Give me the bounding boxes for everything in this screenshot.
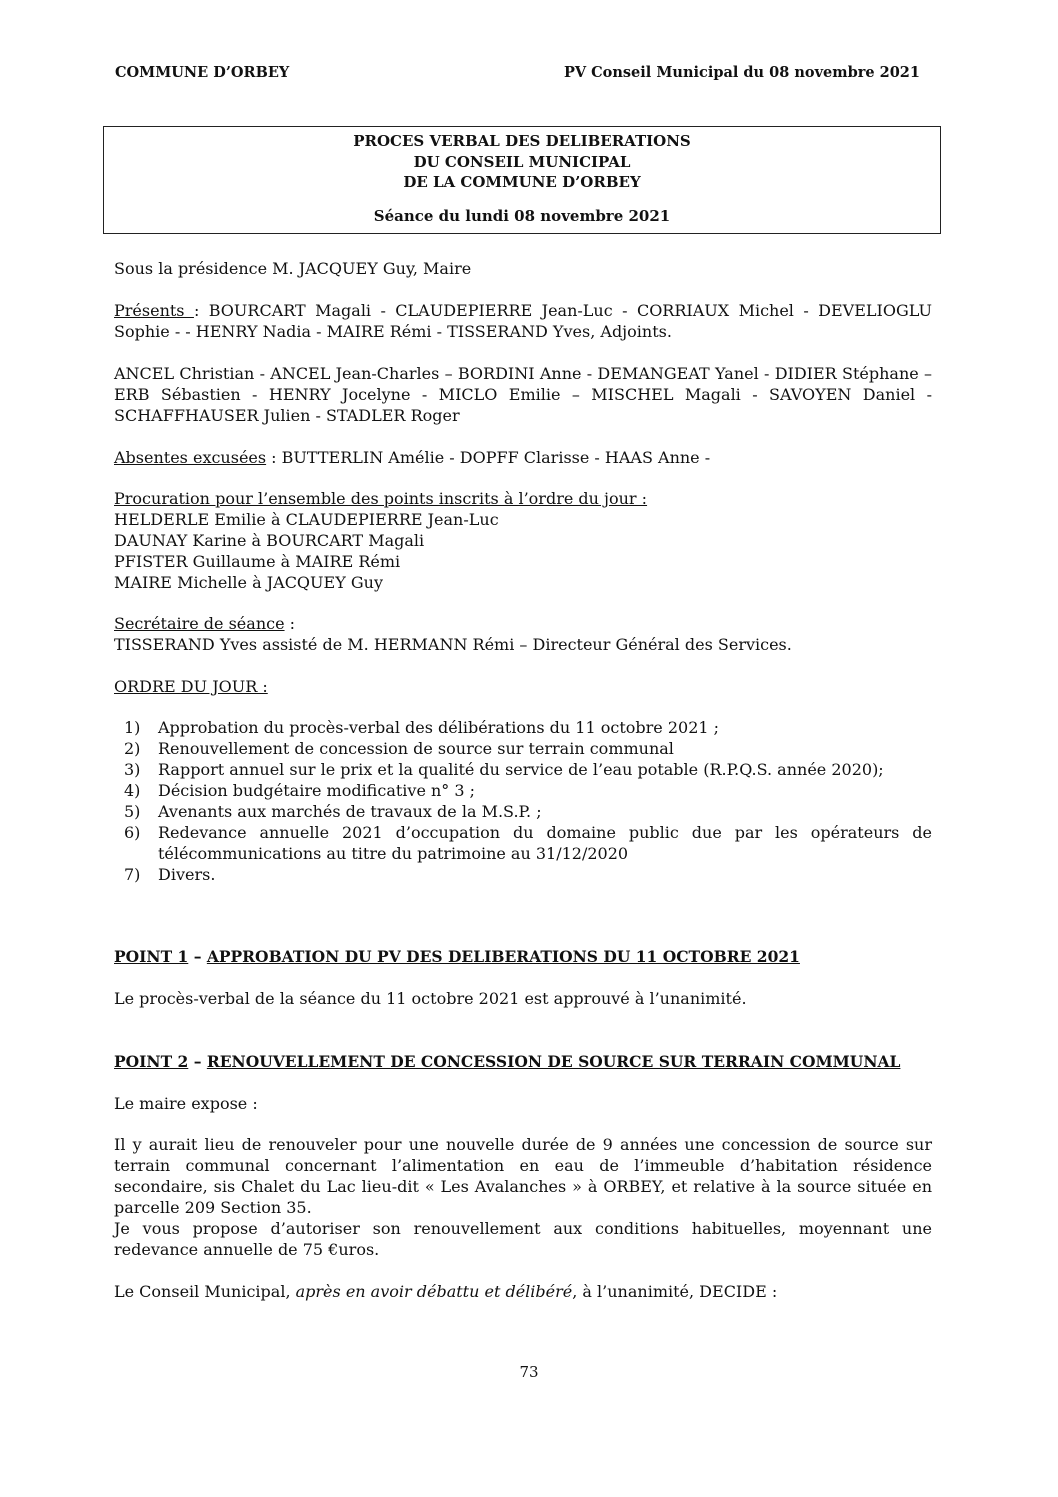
seance-date: Séance du lundi 08 novembre 2021 — [373, 206, 671, 225]
agenda-item-number: 5) — [124, 802, 141, 821]
ordre-du-jour-heading: ORDRE DU JOUR : — [114, 677, 268, 696]
secretaire-colon: : — [284, 614, 296, 633]
agenda-item — [114, 801, 932, 822]
agenda-item-number: 4) — [124, 781, 141, 800]
absentes-text: : BUTTERLIN Amélie - DOPFF Clarisse - HAAS Anne - — [266, 448, 711, 467]
header-commune: COMMUNE D’ORBEY — [115, 64, 290, 81]
agenda-item-text: Rapport annuel sur le prix et la qualité du service de l’eau potable (R.P.Q.S. année 2020); — [158, 760, 884, 779]
point1-heading — [114, 946, 932, 967]
agenda-item-number: 6) — [124, 823, 141, 842]
agenda-item-text: Renouvellement de concession de source sur terrain communal — [158, 739, 674, 758]
absentes-paragraph — [114, 447, 932, 468]
members-paragraph: ANCEL Christian - ANCEL Jean-Charles – BORDINI Anne - DEMANGEAT Yanel - DIDIER Stéphane – ERB Sébastien - HENRY Jocelyne - MICLO Emilie – MISCHEL Magali - SAVOYEN Daniel - SCHAFFHAUSER Julien - STADLER Roger — [114, 364, 932, 425]
page-number: 73 — [519, 1363, 539, 1381]
absentes-label: Absentes excusées — [114, 448, 267, 467]
header-pv-title: PV Conseil Municipal du 08 novembre 2021 — [563, 64, 920, 81]
decide-part-3: , à l’unanimité, DECIDE : — [572, 1282, 778, 1301]
presents-label: Présents — [114, 301, 194, 320]
presents-text: : BOURCART Magali - CLAUDEPIERRE Jean-Luc - CORRIAUX Michel - DEVELIOGLU Sophie - - HENRY Nadia - MAIRE Rémi - TISSERAND Yves, Adjoints. — [114, 301, 932, 341]
agenda-item — [114, 759, 932, 780]
agenda-item-text: Avenants aux marchés de travaux de la M.S.P. ; — [158, 802, 542, 821]
secretaire-label: Secrétaire de séance — [114, 614, 285, 633]
point2-paragraph-1: Il y aurait lieu de renouveler pour une nouvelle durée de 9 années une concession de source sur terrain communal concernant l’alimentation en eau de l’immeuble d’habitation résidence secondaire, sis Chalet du Lac lieu-dit « Les Avalanches » à ORBEY, et relative à la source située en parcelle 209 Section 35. — [114, 1135, 932, 1217]
agenda-item — [114, 780, 932, 801]
title-box — [103, 126, 941, 234]
agenda-item — [114, 864, 932, 885]
procuration-line: DAUNAY Karine à BOURCART Magali — [114, 531, 425, 550]
agenda-item — [114, 822, 932, 864]
agenda-item-text: Décision budgétaire modificative n° 3 ; — [158, 781, 476, 800]
procuration-label: Procuration pour l’ensemble des points inscrits à l’ordre du jour : — [114, 489, 648, 508]
agenda-item-number: 7) — [124, 865, 141, 884]
agenda-item-number: 2) — [124, 739, 141, 758]
presents-paragraph — [114, 300, 932, 342]
point1-title: APPROBATION DU PV DES DELIBERATIONS DU 11 OCTOBRE 2021 — [206, 947, 800, 966]
procuration-line: HELDERLE Emilie à CLAUDEPIERRE Jean-Luc — [114, 510, 499, 529]
point2-dash: – — [188, 1052, 207, 1071]
agenda-item — [114, 717, 932, 738]
point2-heading — [114, 1051, 932, 1072]
decide-part-2: après en avoir débattu et délibéré — [295, 1282, 573, 1301]
point1-dash: – — [188, 947, 207, 966]
point2-number: POINT 2 — [114, 1052, 189, 1071]
title-line-1: PROCES VERBAL DES DELIBERATIONS — [353, 132, 691, 150]
agenda-list — [114, 717, 932, 885]
secretaire-text: TISSERAND Yves assisté de M. HERMANN Rémi – Directeur Général des Services. — [114, 635, 792, 654]
point2-decide — [114, 1281, 932, 1302]
procuration-line: MAIRE Michelle à JACQUEY Guy — [114, 573, 383, 592]
decide-part-1: Le Conseil Municipal, — [114, 1282, 296, 1301]
point2-paragraph-2: Je vous propose d’autoriser son renouvellement aux conditions habituelles, moyennant une redevance annuelle de 75 €uros. — [114, 1219, 932, 1259]
point2-expose: Le maire expose : — [114, 1094, 258, 1113]
secretaire-section — [114, 613, 932, 655]
procuration-section — [114, 488, 932, 593]
title-line-2: DU CONSEIL MUNICIPAL — [413, 152, 631, 171]
agenda-item — [114, 738, 932, 759]
agenda-item-number: 3) — [124, 760, 141, 779]
ordre-label — [114, 676, 932, 697]
presidence: Sous la présidence M. JACQUEY Guy, Maire — [114, 259, 472, 278]
point1-text: Le procès-verbal de la séance du 11 octobre 2021 est approuvé à l’unanimité. — [114, 989, 747, 1008]
procuration-line: PFISTER Guillaume à MAIRE Rémi — [114, 552, 401, 571]
title-line-3: DE LA COMMUNE D’ORBEY — [403, 173, 641, 191]
agenda-item-text: Divers. — [158, 865, 216, 884]
agenda-item-text: Redevance annuelle 2021 d’occupation du domaine public due par les opérateurs de télécommunications au titre du patrimoine au 31/12/2020 — [158, 823, 932, 863]
point1-number: POINT 1 — [114, 947, 189, 966]
point2-title: RENOUVELLEMENT DE CONCESSION DE SOURCE SUR TERRAIN COMMUNAL — [206, 1052, 901, 1071]
agenda-item-text: Approbation du procès-verbal des délibérations du 11 octobre 2021 ; — [158, 718, 720, 737]
agenda-item-number: 1) — [124, 718, 141, 737]
